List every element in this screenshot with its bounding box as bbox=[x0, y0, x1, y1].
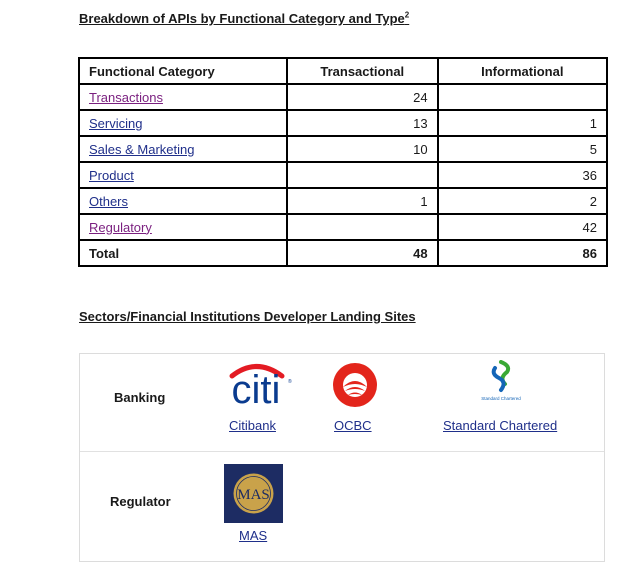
category-link-servicing[interactable]: Servicing bbox=[89, 115, 143, 131]
transactional-count bbox=[287, 214, 438, 240]
header-transactional: Transactional bbox=[287, 58, 438, 84]
table-row bbox=[79, 162, 607, 188]
category-link-sales-marketing[interactable]: Sales & Marketing bbox=[89, 141, 195, 157]
category-link-others[interactable]: Others bbox=[89, 193, 129, 209]
table-row bbox=[79, 188, 607, 214]
ocbc-logo[interactable] bbox=[332, 362, 378, 408]
category-link-transactions[interactable]: Transactions bbox=[89, 89, 163, 105]
mas-link[interactable]: MAS bbox=[239, 528, 268, 543]
category-link-product[interactable]: Product bbox=[89, 167, 134, 183]
ocbc-link[interactable]: OCBC bbox=[334, 418, 372, 433]
standard-chartered-link[interactable]: Standard Chartered bbox=[443, 418, 558, 433]
transactional-count: 24 bbox=[287, 84, 438, 110]
table-row bbox=[79, 110, 607, 136]
header-functional-category: Functional Category bbox=[79, 58, 287, 84]
total-transactional: 48 bbox=[287, 240, 438, 266]
transactional-count: 13 bbox=[287, 110, 438, 136]
regulator-row-label: Regulator bbox=[110, 494, 171, 509]
table-header-row bbox=[79, 58, 607, 84]
banking-row-label: Banking bbox=[114, 390, 166, 405]
citi-logo[interactable] bbox=[216, 359, 294, 409]
footnote-marker: 2 bbox=[404, 10, 410, 20]
svg-text:Standard Chartered: Standard Chartered bbox=[481, 396, 521, 401]
svg-text:®: ® bbox=[288, 379, 292, 385]
table-row bbox=[79, 84, 607, 110]
mas-logo[interactable] bbox=[224, 464, 283, 523]
category-link-regulatory[interactable]: Regulatory bbox=[89, 219, 152, 235]
landing-sites-heading: Sectors/Financial Institutions Developer Landing Sites bbox=[79, 309, 416, 324]
total-label: Total bbox=[79, 240, 287, 266]
row-divider bbox=[80, 451, 604, 452]
svg-text:citi: citi bbox=[231, 368, 281, 409]
svg-text:MAS: MAS bbox=[237, 487, 270, 503]
api-breakdown-table bbox=[78, 57, 608, 267]
informational-count bbox=[438, 84, 607, 110]
informational-count: 2 bbox=[438, 188, 607, 214]
informational-count: 1 bbox=[438, 110, 607, 136]
landing-sites-panel bbox=[79, 353, 605, 562]
table-row bbox=[79, 136, 607, 162]
informational-count: 42 bbox=[438, 214, 607, 240]
transactional-count: 10 bbox=[287, 136, 438, 162]
standard-chartered-logo[interactable] bbox=[481, 360, 521, 412]
informational-count: 5 bbox=[438, 136, 607, 162]
api-breakdown-heading: Breakdown of APIs by Functional Category and Type$^2$ bbox=[79, 10, 410, 26]
total-informational: 86 bbox=[438, 240, 607, 266]
header-informational: Informational bbox=[438, 58, 607, 84]
transactional-count: 1 bbox=[287, 188, 438, 214]
table-total-row bbox=[79, 240, 607, 266]
transactional-count bbox=[287, 162, 438, 188]
table-row bbox=[79, 214, 607, 240]
informational-count: 36 bbox=[438, 162, 607, 188]
citibank-link[interactable]: Citibank bbox=[229, 418, 276, 433]
